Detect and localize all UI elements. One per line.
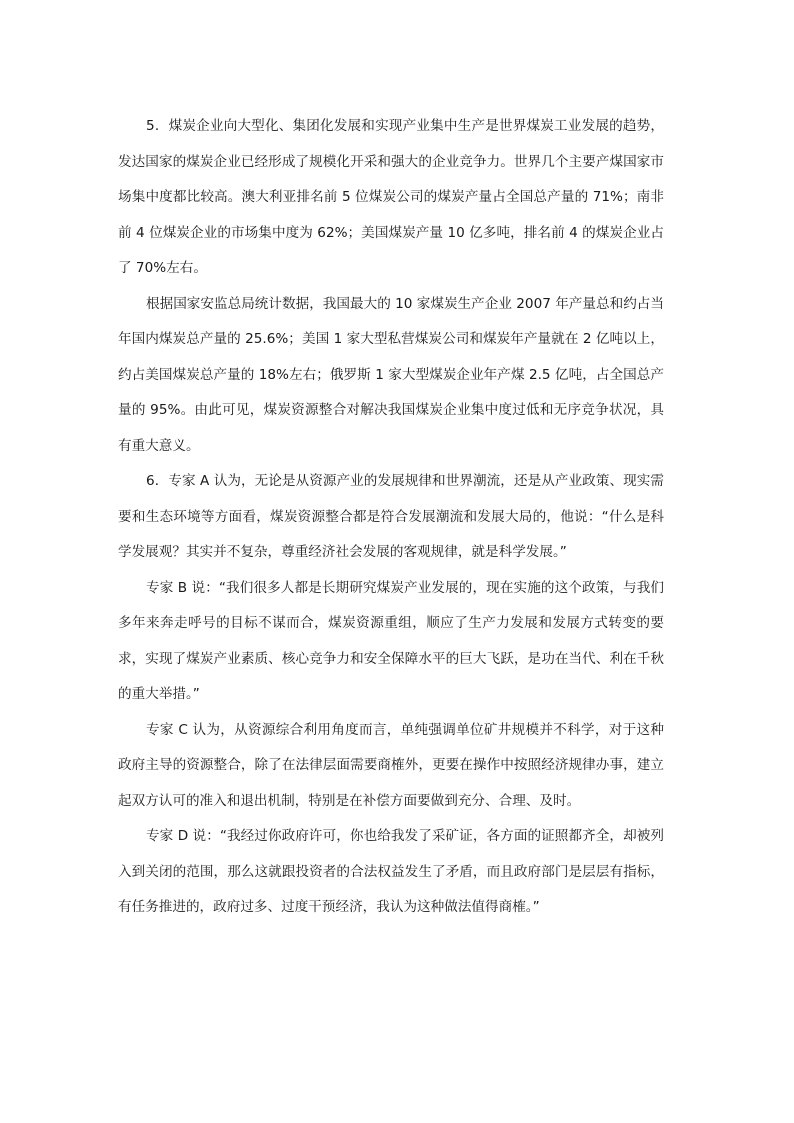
paragraph-statistics: 根据国家安监总局统计数据，我国最大的 10 家煤炭生产企业 2007 年产量总和约占当年国内煤炭总产量的 25.6%；美国 1 家大型私营煤炭公司和煤炭年产量就在 2 亿吨以上，约占美国煤炭总产量的 18%左右；俄罗斯 1 家大型煤炭企业年产煤 2.5 亿吨，占全国总产量的 95%。由此可见，煤炭资源整合对解决我国煤炭企业集中度过低和无序竞争状况，具有重大意义。 [118, 295, 664, 454]
paragraph-expert-d: 专家 D 说：“我经过你政府许可，你也给我发了采矿证，各方面的证照都齐全，却被列入到关闭的范围，那么这就跟投资者的合法权益发生了矛盾，而且政府部门是层层有指标，有任务推进的，政府过多、过度干预经济，我认为这种做法值得商榷。” [118, 828, 664, 915]
paragraph-coal-concentration-trend: 5．煤炭企业向大型化、集团化发展和实现产业集中生产是世界煤炭工业发展的趋势，发达国家的煤炭企业已经形成了规模化开采和强大的企业竞争力。世界几个主要产煤国家市场集中度都比较高。澳大利亚排名前 5 位煤炭公司的煤炭产量占全国总产量的 71%；南非前 4 位煤炭企业的市场集中度为 62%；美国煤炭产量 10 亿多吨，排名前 4 的煤炭企业占了 70%左右。 [118, 118, 664, 276]
document-body [118, 109, 664, 926]
paragraph-expert-c: 专家 C 认为，从资源综合利用角度而言，单纯强调单位矿井规模并不科学，对于这种政府主导的资源整合，除了在法律层面需要商榷外，更要在操作中按照经济规律办事，建立起双方认可的准入和退出机制，特别是在补偿方面要做到充分、合理、及时。 [118, 721, 664, 809]
paragraph-expert-b: 专家 B 说：“我们很多人都是长期研究煤炭产业发展的，现在实施的这个政策，与我们多年来奔走呼号的目标不谋而合，煤炭资源重组，顺应了生产力发展和发展方式转变的要求，实现了煤炭产业素质、核心竞争力和安全保障水平的巨大飞跃，是功在当代、利在千秋的重大举措。” [118, 579, 664, 702]
paragraph-expert-a: 6．专家 A 认为，无论是从资源产业的发展规律和世界潮流，还是从产业政策、现实需要和生态环境等方面看，煤炭资源整合都是符合发展潮流和发展大局的，他说：“什么是科学发展观？其实并不复杂，尊重经济社会发展的客观规律，就是科学发展。” [118, 473, 664, 560]
